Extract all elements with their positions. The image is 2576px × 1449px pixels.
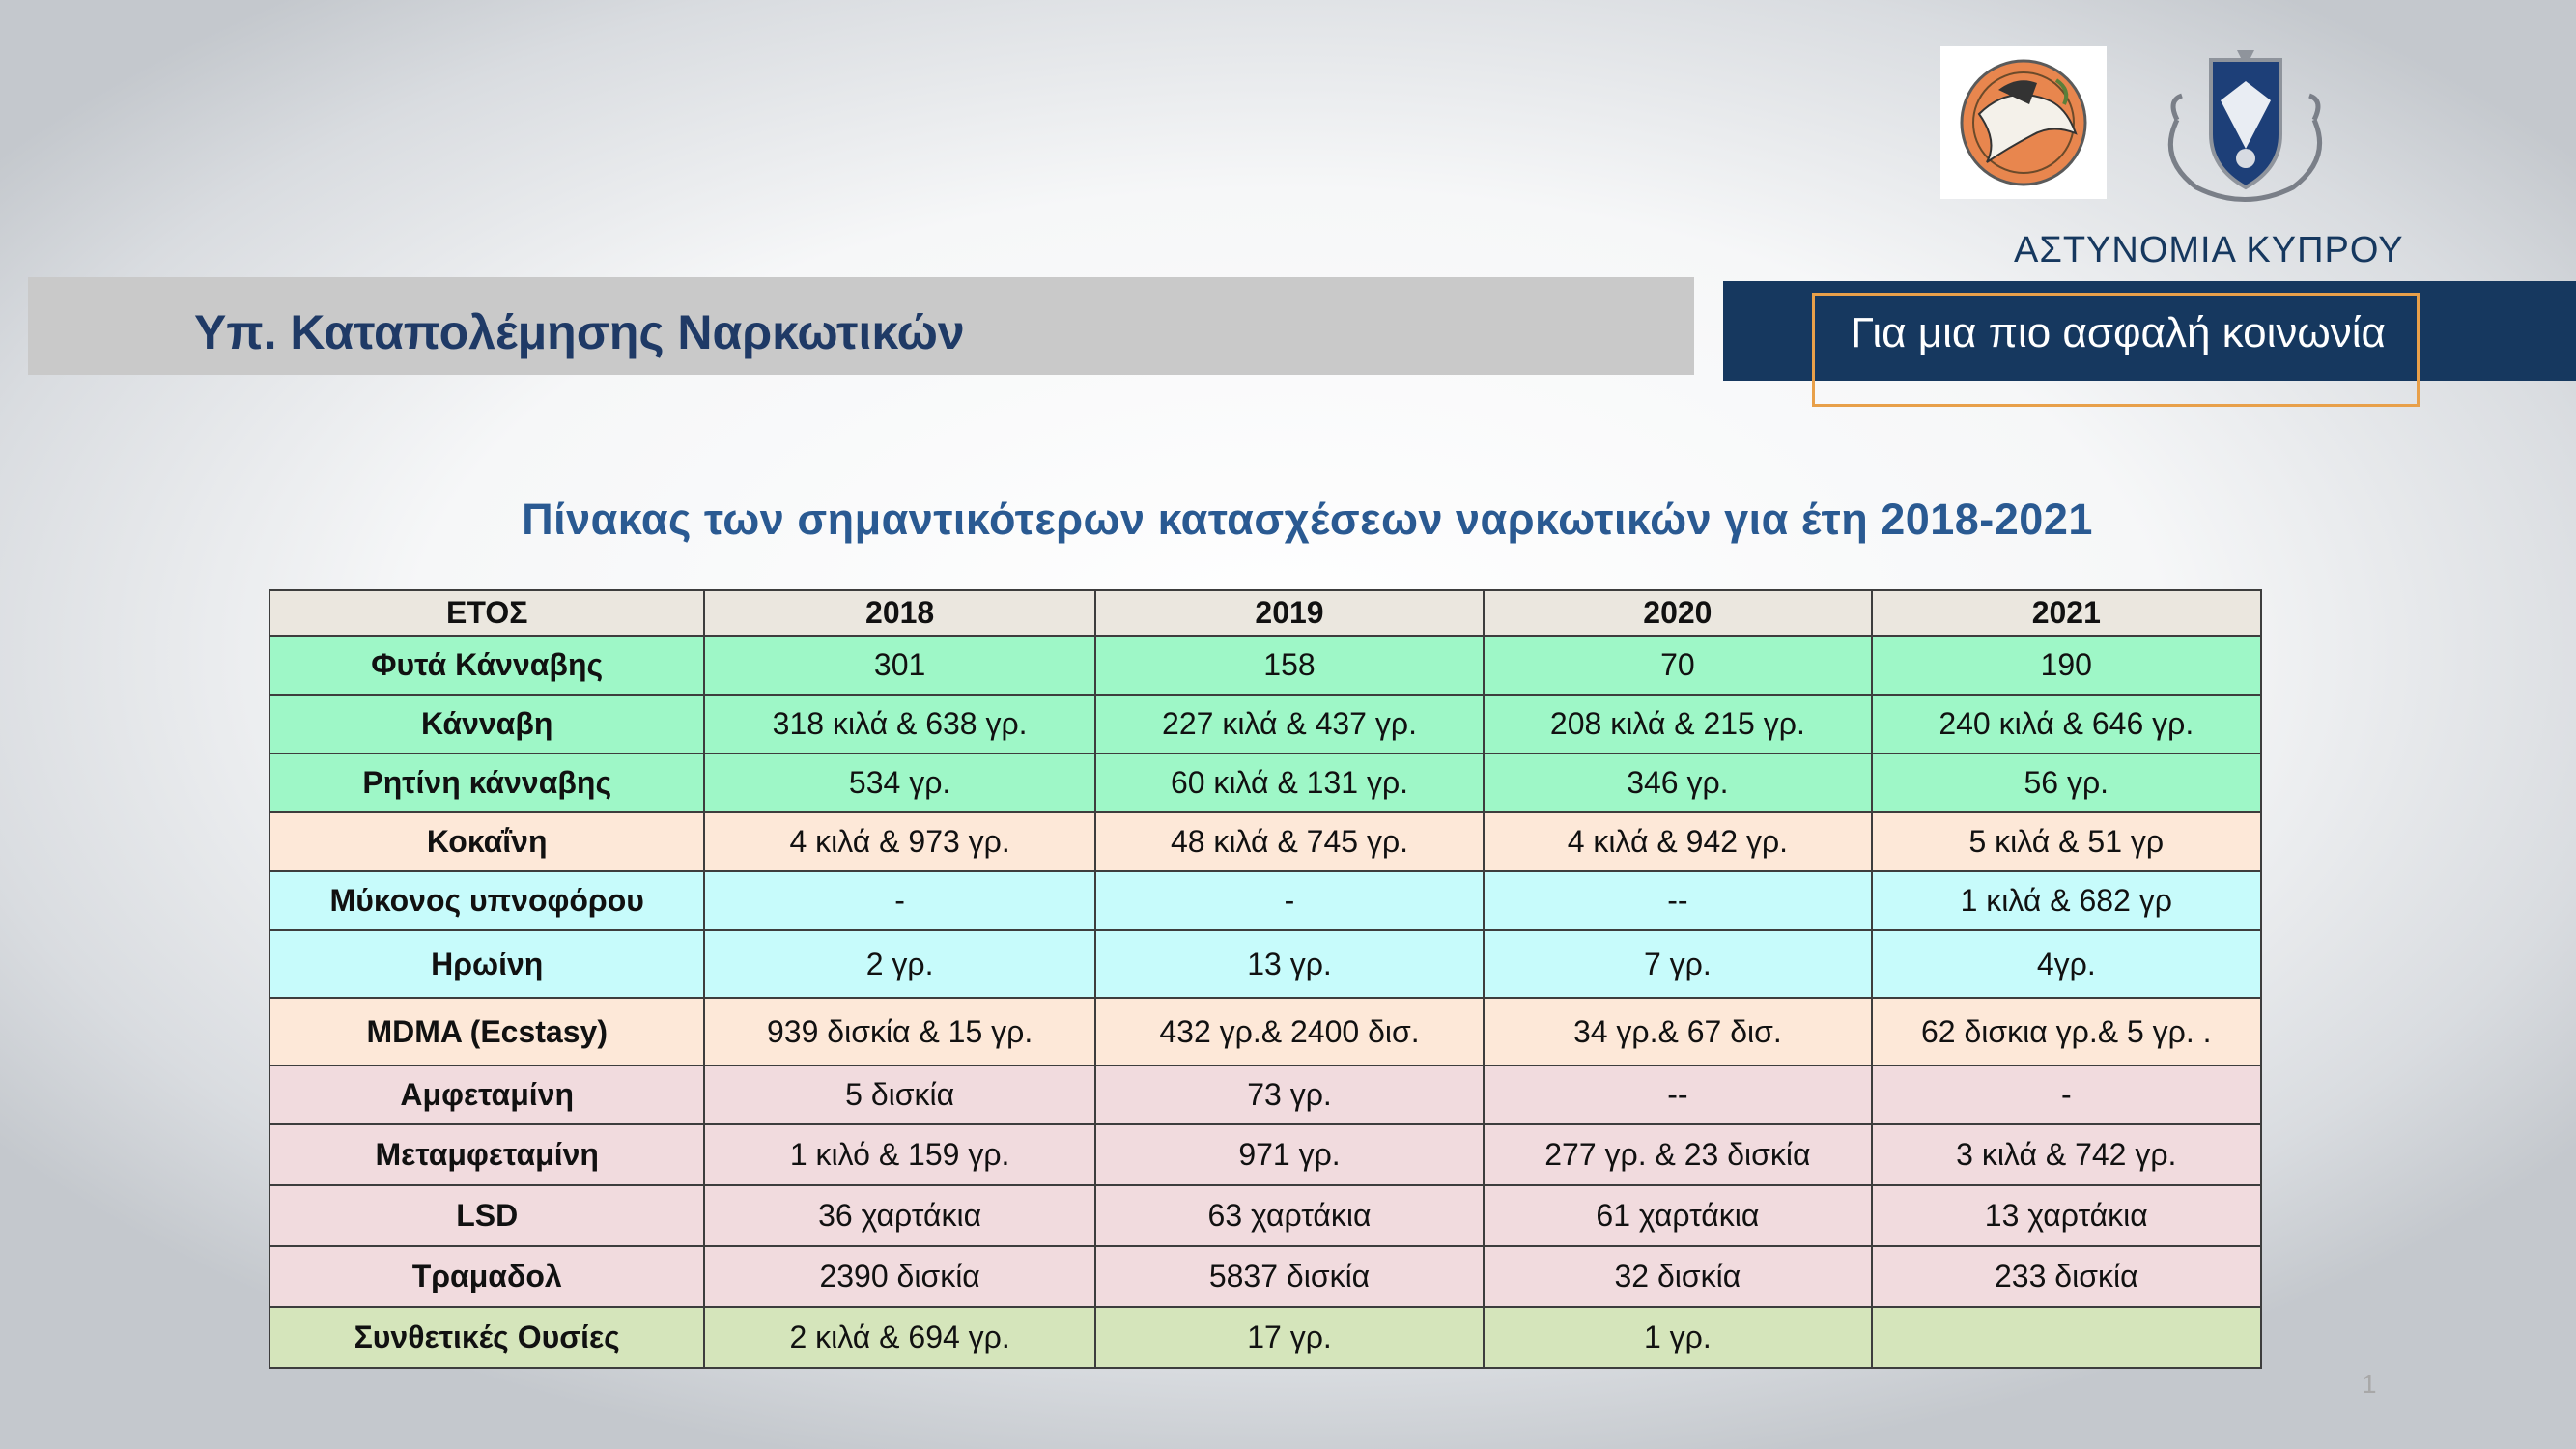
row-label: Συνθετικές Ουσίες: [269, 1307, 704, 1368]
table-cell: 190: [1872, 636, 2261, 695]
table-cell: 432 γρ.& 2400 δισ.: [1095, 998, 1484, 1065]
table-cell: 3 κιλά & 742 γρ.: [1872, 1124, 2261, 1185]
table-cell: 1 κιλά & 682 γρ: [1872, 871, 2261, 930]
table-cell: 7 γρ.: [1484, 930, 1871, 998]
table-cell: 208 κιλά & 215 γρ.: [1484, 695, 1871, 753]
table-title: Πίνακας των σημαντικότερων κατασχέσεων ναρκωτικών για έτη 2018-2021: [522, 495, 2093, 544]
table-cell: -: [1872, 1065, 2261, 1124]
table-cell: 61 χαρτάκια: [1484, 1185, 1871, 1246]
table-cell: 34 γρ.& 67 δισ.: [1484, 998, 1871, 1065]
table-cell: [1872, 1307, 2261, 1368]
table-cell: 2 γρ.: [704, 930, 1094, 998]
table-cell: 32 δισκία: [1484, 1246, 1871, 1307]
table-cell: 56 γρ.: [1872, 753, 2261, 812]
seizures-table: [269, 589, 2262, 1369]
department-title: Υπ. Καταπολέμησης Ναρκωτικών: [194, 305, 965, 359]
table-cell: 5837 δισκία: [1095, 1246, 1484, 1307]
table-cell: 240 κιλά & 646 γρ.: [1872, 695, 2261, 753]
table-row: [269, 1246, 2261, 1307]
table-cell: 1 κιλό & 159 γρ.: [704, 1124, 1094, 1185]
row-label: LSD: [269, 1185, 704, 1246]
header-cell: 2019: [1095, 590, 1484, 636]
table-cell: 346 γρ.: [1484, 753, 1871, 812]
slogan-text: Για μια πιο ασφαλή κοινωνία: [1851, 309, 2386, 356]
table-cell: 13 γρ.: [1095, 930, 1484, 998]
table-row: [269, 1307, 2261, 1368]
table-row: [269, 1124, 2261, 1185]
row-label: Κάνναβη: [269, 695, 704, 753]
table-row: [269, 753, 2261, 812]
table-body: [269, 636, 2261, 1368]
table-cell: 971 γρ.: [1095, 1124, 1484, 1185]
police-crest-logo: [2148, 43, 2343, 214]
table-cell: 60 κιλά & 131 γρ.: [1095, 753, 1484, 812]
table-row: [269, 695, 2261, 753]
table-row: [269, 1065, 2261, 1124]
header-cell: 2021: [1872, 590, 2261, 636]
table-cell: 233 δισκία: [1872, 1246, 2261, 1307]
table-cell: 318 κιλά & 638 γρ.: [704, 695, 1094, 753]
table-cell: 227 κιλά & 437 γρ.: [1095, 695, 1484, 753]
table-cell: 4γρ.: [1872, 930, 2261, 998]
table-cell: --: [1484, 1065, 1871, 1124]
page-number: 1: [2362, 1369, 2377, 1399]
header-cell: ΕΤΟΣ: [269, 590, 704, 636]
row-label: Τραμαδολ: [269, 1246, 704, 1307]
row-label: MDMA (Ecstasy): [269, 998, 704, 1065]
table-cell: -: [1095, 871, 1484, 930]
table-cell: 1 γρ.: [1484, 1307, 1871, 1368]
table-cell: 62 δισκια γρ.& 5 γρ. .: [1872, 998, 2261, 1065]
police-name: ΑΣΤΥΝΟΜΙΑ ΚΥΠΡΟΥ: [2014, 230, 2404, 270]
drug-unit-logo: [1940, 46, 2107, 199]
table-cell: 36 χαρτάκια: [704, 1185, 1094, 1246]
table-cell: 70: [1484, 636, 1871, 695]
table-cell: 939 δισκία & 15 γρ.: [704, 998, 1094, 1065]
table-cell: 48 κιλά & 745 γρ.: [1095, 812, 1484, 871]
row-label: Μεταμφεταμίνη: [269, 1124, 704, 1185]
table-cell: -: [704, 871, 1094, 930]
table-row: [269, 871, 2261, 930]
table-row: [269, 812, 2261, 871]
row-label: Φυτά Κάνναβης: [269, 636, 704, 695]
table-row: [269, 998, 2261, 1065]
header-cell: 2018: [704, 590, 1094, 636]
department-bar: [28, 277, 1694, 375]
table-cell: 17 γρ.: [1095, 1307, 1484, 1368]
table-cell: 2390 δισκία: [704, 1246, 1094, 1307]
row-label: Αμφεταμίνη: [269, 1065, 704, 1124]
header-cell: 2020: [1484, 590, 1871, 636]
table-row: [269, 930, 2261, 998]
row-label: Μύκονος υπνοφόρου: [269, 871, 704, 930]
table-cell: 5 κιλά & 51 γρ: [1872, 812, 2261, 871]
table-row: [269, 636, 2261, 695]
table-cell: 63 χαρτάκια: [1095, 1185, 1484, 1246]
table-cell: --: [1484, 871, 1871, 930]
table-cell: 534 γρ.: [704, 753, 1094, 812]
table-header-row: [269, 590, 2261, 636]
table-cell: 4 κιλά & 973 γρ.: [704, 812, 1094, 871]
table-cell: 73 γρ.: [1095, 1065, 1484, 1124]
table-cell: 158: [1095, 636, 1484, 695]
row-label: Ηρωίνη: [269, 930, 704, 998]
table-cell: 13 χαρτάκια: [1872, 1185, 2261, 1246]
table-cell: 2 κιλά & 694 γρ.: [704, 1307, 1094, 1368]
table-cell: 5 δισκία: [704, 1065, 1094, 1124]
row-label: Κοκαΐνη: [269, 812, 704, 871]
row-label: Ρητίνη κάνναβης: [269, 753, 704, 812]
table-cell: 4 κιλά & 942 γρ.: [1484, 812, 1871, 871]
table-row: [269, 1185, 2261, 1246]
table-cell: 301: [704, 636, 1094, 695]
table-cell: 277 γρ. & 23 δισκία: [1484, 1124, 1871, 1185]
